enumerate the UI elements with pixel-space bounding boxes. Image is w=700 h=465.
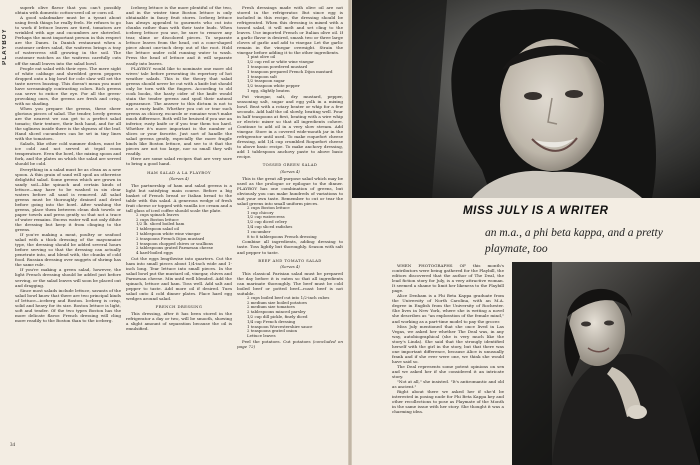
magazine-runner: PLAYBOY xyxy=(2,28,8,65)
ingredient: 2 teaspoons grated onion xyxy=(247,328,298,334)
paragraph: Miss July mentioned that she once lived in Las Vegas, we asked her whether The Deal was, in any way, autobiographical (she is very much like the story's Linda). She said that the strongly identified herself with the girl in the story, but that there was one important difference, because Alice is unusually frank and if she ever were one, we think she would have said so. xyxy=(392,323,504,364)
ingredient: 2 medium size boiled potatoes xyxy=(247,299,307,305)
ingredient: 1 teaspoon powdered mustard xyxy=(247,64,308,70)
paragraph: Everything in a salad must be as clean as a new spoon. A thin grain of sand will spoil an otherwise delightful salad. Some greens which are grown in sandy soil—like spinach and certain kinds of lettuce—may have to be washed in six clear waters before all sand is removed. All salad greens must be thoroughly drained and dried before going into the bowl. After washing the greens, place them between clean dish towels or paper towels and press gently so that not a trace of water remains. Excess water will not only dilute the dressing but keep it from clinging to the greens. xyxy=(15,166,121,233)
ingredient-list xyxy=(126,213,232,256)
ingredient: 1/2 cup dill pickle, finely diced xyxy=(247,314,308,320)
feature-subhead: an m.a., a phi beta kappa, and a pretty playmate, too xyxy=(485,227,663,255)
ingredient: 1/2 teaspoon white pepper xyxy=(247,83,300,89)
ingredient: 2 tablespoons minced parsley xyxy=(247,309,306,315)
paragraph: Iceberg lettuce is the more plentiful of the two, and in the winter time Boston lettuce is only obtainable in fancy fruit stores. Iceberg lettuce has always appealed to gourmets who cut into chunks rather than with their taste buds. When iceberg lettuce you use, be sure to remove any tear, slime or discolored pieces. To separate lettuce leaves from the head, cut a cone-shaped piece about one-inch deep out of the root. Hold the lettuce under cold running water to wash. Press the head of lettuce and it will separate easily into leaves. xyxy=(126,5,232,66)
recipe-title: TOSSED GREEN SALAD xyxy=(262,162,318,168)
paragraph: Cut the eggs lengthwise into quarters. Cut the ham into small pieces about 1/4-inch wide and 1-inch long. Tear lettuce into small pieces. In the salad bowl put the mustard oil, vinegar, chives and Parmesan cheese. Mix until well blended. Add the spinach, lettuce and ham. Toss well. Add salt and pepper to taste. Add more oil if desired. Turn salad onto 4 cold dinner plates. Place hard egg wedges around salad. xyxy=(126,256,232,302)
ingredient: 1 teaspoon Worcestershire sauce xyxy=(247,323,313,329)
ingredient: 1 tablespoon salad oil xyxy=(136,226,179,232)
ingredient: 1/2 cup diced celery xyxy=(247,219,287,225)
ingredient: 2 cups Boston lettuce xyxy=(136,216,179,222)
paragraph: Since most salads include lettuce, savants of the salad bowl know that there are two principal kinds of lettuce—iceberg and Boston. Iceberg is crisp, solid and heavy for its size. Boston lettuce is light, soft and tender. Of the two types Boston has the more delicate flavor. French dressing will cling more readily to the Boston than to the iceberg. xyxy=(15,287,121,323)
ingredient: 8 to 8 tablespoons French dressing xyxy=(247,233,317,239)
text-column-3 xyxy=(237,5,343,460)
paragraph: Fresh dressings made with olive oil are not stored in the refrigerator. But since egg is included in this recipe, the dressing should be refrigerated. When this dressing is mixed with a tossed salad, it will melt and set cling to the leaves. Use imported French or Italian olive oil. If a garlic flavor is desired, smash two or three large cloves of garlic and add to vinegar. Let the garlic remain in the vinegar overnight. Strain the vinegar before adding it to the other ingredients. xyxy=(237,5,343,56)
paragraph: The partnership of ham and salad greens is a light but satisfying main course. Before a big basket of French bread or Italian bread to the table with this salad. A generous wedge of fresh fruit cheese or topped with vanilla ice cream and a tall glass of iced coffee should scale the plate. xyxy=(126,182,232,213)
ingredient: 2 cups spinach leaves xyxy=(136,211,179,217)
paragraph: Put vinegar, salt, dry mustard, pepper, seasoning salt, sugar and egg yolk in a mixing bowl. Beat with a rotary beater or whip for a few seconds. Add half the oil slowly, beating well. Pour in half teaspoons at first, beating with a wire whip or electric mixer so that all ingredients cohere. Continue to add oil in a very slow stream. Add vinegar. Store in a covered wide-mouth jar in the refrigerator until used. To make roquefort cheese dressing, add 1/4 cup crumbled Roquefort cheese to above basic recipe. To make anchovy dressing, add 1 tablespoon anchovy paste to above basic recipe. xyxy=(237,93,343,160)
paragraph: This classical Parisian salad must be prepared the day before it is eaten so that all ingredients can marinate thoroughly. The beef must be cold boiled beef or potted beef—roast beef is not suitable. xyxy=(237,270,343,296)
ingredient: 1/2 lb. sliced boiled ham xyxy=(136,221,185,227)
ingredient: 1 teaspoon salt xyxy=(247,73,277,79)
ingredient: 1 teaspoon chopped chives or scallions xyxy=(136,240,214,246)
recipe-title: FRENCH DRESSING xyxy=(155,304,203,310)
ingredient: 1 tablespoon white wine vinegar xyxy=(136,231,201,237)
ingredient: 1/2 teaspoon sugar xyxy=(247,78,285,84)
ingredient: Lettuce leaves xyxy=(247,333,276,339)
ingredient: 4 hard-boiled eggs xyxy=(136,250,173,256)
paragraph: Here are some salad recipes that are very sure to bring a good hand. xyxy=(126,156,232,167)
ingredient: 1 pint olive oil xyxy=(247,54,276,60)
text-column-1 xyxy=(15,5,121,445)
ingredient: 1/2 cup red or white wine vinegar xyxy=(247,59,314,65)
paragraph: People eat salad with their eyes. The mere sight of white cabbage and shredded green peppers dropped onto a big bowl for cole slaw will set the taste nerves buzzing. This doesn't mean you must have screamingly contrasting colors. Rich greens can serve to entice the eye. For all the green-provoking ones, the greens are fresh and crisp, with no shading. xyxy=(15,65,121,106)
text-column-2 xyxy=(126,5,232,460)
paragraph: If you're making a green salad, however, the light French dressing should be added just before serving, or the salad leaves will soon be placed out and dragging. xyxy=(15,267,121,288)
ingredient: 1 teaspoon prepared French Dijon mustard xyxy=(247,68,333,74)
ingredient: 2 cups boiled beef cut into 1/2-inch cubes xyxy=(247,294,330,300)
recipe-serves: (Serves 4) xyxy=(280,263,300,269)
ingredient: 1 egg, slightly beaten xyxy=(247,88,290,94)
paragraph: Salads, like other cold summer dishes, must be ice cold and not served at tepid room temperature. Even the bowl, the mixing spoon and fork, and the plates on which the salad are served should be cold. xyxy=(15,141,121,167)
portrait-photo xyxy=(352,0,700,198)
ingredient: 2 cups Boston lettuce xyxy=(247,204,290,210)
paragraph xyxy=(237,339,343,349)
paragraph: PLAYBOY would like to nominate one more old wives' tale before presenting its repertory of hot weather salads. This is the theory that salad greens should never be cut with a knife but should only be torn with the fingers. According to old cook books, the hasty cider of the knife would stain the tender greens and spoil their natural appearance. The answer to this dictum is not to use a rusty knife. Whether you cut or tear such greens as chicory, escarole or romaine won't make much difference. Both will be bruised if you use an inferior, rusty knife or if you tear them too hard. Whether it's more important is the number of slices or your favorite. Just sort of handle the salad greens gently, especially the more fragile kinds like Boston lettuce, and see to it that the pieces are not too large, nor so small they wilt readily. xyxy=(126,65,232,157)
paragraph: "Not at all," she insisted. "It's antiromantic and old as ancient." xyxy=(392,379,504,390)
feature-headline: MISS JULY IS A WRITER xyxy=(463,205,609,217)
feature-story xyxy=(392,263,504,443)
paragraph: superb olive flavor that you can't possibly obtain with domestic cotton-seed oil or corn oil. xyxy=(15,5,121,16)
recipe-serves: (Serves 4) xyxy=(169,175,189,181)
paragraph: When you prepare the greens, these sheer glorious pieces of salad. The tender, lovely greens are the nearest we can get to a perfect salad tomato; their texture, their lush hand, and for all the ugliness inside there is the shyness of the leaf. Hand sliced cucumbers can be set in tiny lines with the tomatoes. xyxy=(15,105,121,142)
paragraph: This dressing, after it has been stored in the refrigerator a day or two, will be smooth, showing a slight amount of separation because the oil is emulsified. xyxy=(126,310,232,331)
paragraph: This is the great all-purpose salad which may be used as the prologue or epilogue to the dinner. PLAYBOY has one combination of greens, but obviously you can make hundreds of variations to suit your own taste. Remember to cut or tear the salad greens into small uniform pieces. xyxy=(237,175,343,206)
ingredient-list xyxy=(237,206,343,240)
ingredient-list xyxy=(237,296,343,339)
continued-notice: (concluded on page 72) xyxy=(237,339,343,350)
ingredient: 1/2 cup watercress xyxy=(247,214,285,220)
recipe-title: BEEF AND TOMATO SALAD xyxy=(258,257,322,263)
ingredient: 2 tablespoons grated Parmesan cheese xyxy=(136,245,214,251)
recipe-serves: (Serves 4) xyxy=(280,168,300,174)
paragraph: If you're making a meat, poultry or seafood salad with a thick dressing of the mayonnaise type, the dressing should be added several hours before serving so that the dressing can actually penetrate into, and blend with, the chunks of cold food. Russian dressing over nuggets of shrimp has the same rule. xyxy=(15,232,121,268)
recipe-title: HAM SALAD A LA PLAYBOY xyxy=(147,169,211,175)
ingredient: 2 teaspoons French Dijon mustard xyxy=(136,235,205,241)
paragraph: A good saladmaker must be a tyrant about using fresh things he really feels. He refuses to go to work if lettuce leaves are tired, tomatoes are wrinkled with age and cucumbers are shriveled. Perhaps the most important person in this respect are the Danes. In Danish restaurant when a customer orders salad, the waitress brings a tray of watercress still growing in the soil. The customer watches as the waitress carefully cuts off the small leaves into the salad bowl. xyxy=(15,15,121,66)
page-number: 34 xyxy=(10,443,15,448)
writer-photo xyxy=(512,262,700,465)
ingredient: 2 medium size tomatoes xyxy=(247,304,295,310)
paragraph: The Deal represents some potent opinions on sex and we asked her if she considered it an intricate story. xyxy=(392,363,504,380)
paragraph: Alice Denham is a Phi Beta Kappa graduate from the University of North Carolina, with an M.A. degree in English from the University of Rochester. She lives in New York, where she is writing a novel she describes as "an exploration of the female mind," and working as a part-time model to pay the grocer. xyxy=(392,293,504,324)
paragraph: Right about there we asked her if she'd be interested in posing nude for Phi Beta Kappa key and other recollections to pose as Playmate of the Month in the same issue with her story. She thought it was a charming idea. xyxy=(392,389,504,415)
ingredient-list xyxy=(237,55,343,93)
paragraph: Combine all ingredients, adding dressing to taste. Toss lightly but thoroughly. Season with salt and pepper to taste. xyxy=(237,239,343,255)
ingredient: 1/4 cup French dressing xyxy=(247,318,296,324)
ingredient: 1 cup chicory xyxy=(247,209,274,215)
ingredient: 1 cucumber xyxy=(247,228,271,234)
paragraph: WHEN PHOTOGRAPHS OF this month's contributors were being gathered for the Playbill, the editors discovered that the author of The Deal, the lead fiction story for July, is a very attractive woman. It seemed a shame to limit her likeness to the Playbill page. xyxy=(392,263,504,294)
ingredient: 1/4 cup sliced radishes xyxy=(247,224,293,230)
recipe-method: Peel the potatoes. Cut potatoes xyxy=(242,339,311,345)
